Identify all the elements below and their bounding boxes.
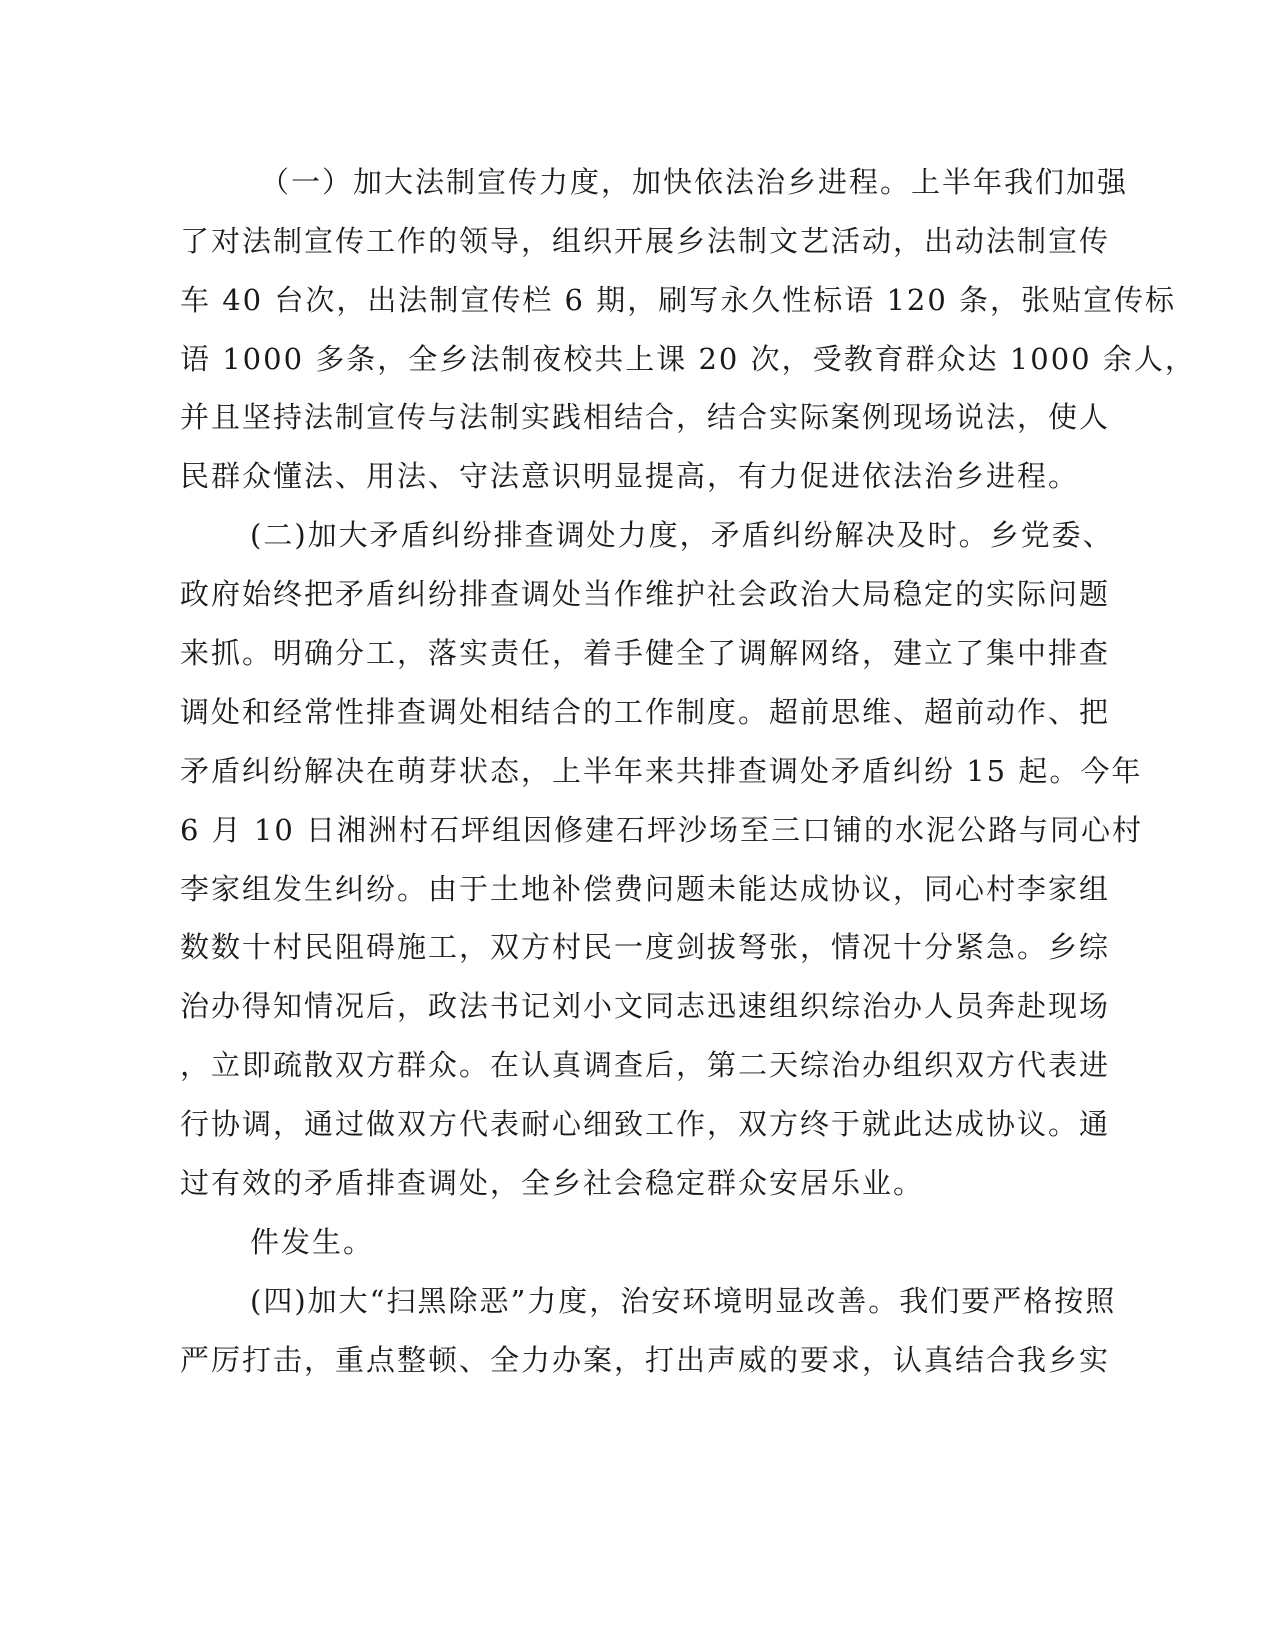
paragraph-2-line-9: 治办得知情况后，政法书记刘小文同志迅速组织综治办人员奔赴现场 [180,989,1111,1023]
paragraph-2-line-3: 来抓。明确分工，落实责任，着手健全了调解网络，建立了集中排查 [180,636,1111,670]
paragraph-2-line-8: 数数十村民阻碍施工，双方村民一度剑拔弩张，情况十分紧急。乡综 [180,930,1111,964]
paragraph-2-line-1: (二)加大矛盾纠纷排查调处力度，矛盾纠纷解决及时。乡党委、 [250,518,1114,552]
paragraph-4-line-1: (四)加大“扫黑除恶”力度，治安环境明显改善。我们要严格按照 [250,1284,1117,1318]
paragraph-2-line-6: 6 月 10 日湘洲村石坪组因修建石坪沙场至三口铺的水泥公路与同心村 [180,813,1144,847]
paragraph-4-line-2: 严厉打击，重点整顿、全力办案，打出声威的要求，认真结合我乡实 [180,1343,1111,1377]
paragraph-2-line-5: 矛盾纠纷解决在萌芽状态，上半年来共排查调处矛盾纠纷 15 起。今年 [180,754,1143,788]
paragraph-1-line-6: 民群众懂法、用法、守法意识明显提高，有力促进依法治乡进程。 [180,459,1080,493]
paragraph-1-line-1: （一）加大法制宣传力度，加快依法治乡进程。上半年我们加强 [260,165,1129,199]
paragraph-2-line-12: 过有效的矛盾排查调处，全乡社会稳定群众安居乐业。 [180,1166,925,1200]
paragraph-1-line-4: 语 1000 多条，全乡法制夜校共上课 20 次，受教育群众达 1000 余人， [180,342,1196,376]
paragraph-1-line-5: 并且坚持法制宣传与法制实践相结合，结合实际案例现场说法，使人 [180,400,1111,434]
paragraph-2-line-4: 调处和经常性排查调处相结合的工作制度。超前思维、超前动作、把 [180,695,1111,729]
paragraph-2-line-7: 李家组发生纠纷。由于土地补偿费问题未能达成协议，同心村李家组 [180,872,1111,906]
paragraph-2-line-11: 行协调，通过做双方代表耐心细致工作，双方终于就此达成协议。通 [180,1107,1111,1141]
paragraph-2-line-10: ，立即疏散双方群众。在认真调查后，第二天综治办组织双方代表进 [180,1048,1111,1082]
paragraph-2-line-2: 政府始终把矛盾纠纷排查调处当作维护社会政治大局稳定的实际问题 [180,577,1111,611]
paragraph-1-line-2: 了对法制宣传工作的领导，组织开展乡法制文艺活动，出动法制宣传 [180,224,1111,258]
paragraph-3-line-1: 件发生。 [250,1225,375,1259]
paragraph-1-line-3: 车 40 台次，出法制宣传栏 6 期，刷写永久性标语 120 条，张贴宣传标 [180,283,1177,317]
